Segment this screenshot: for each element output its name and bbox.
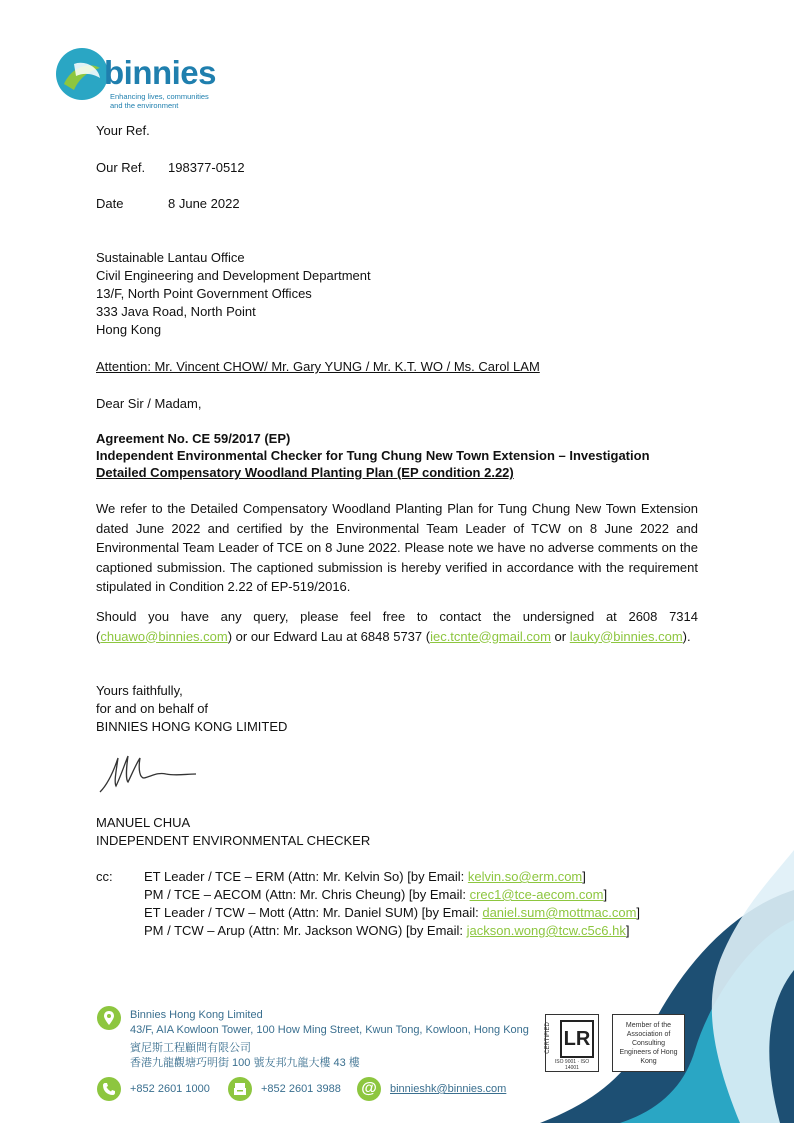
attention-line: Attention: Mr. Vincent CHOW/ Mr. Gary YUNG / Mr. K.T. WO / Ms. Carol LAM (96, 359, 540, 374)
date-value: 8 June 2022 (168, 196, 240, 211)
footer-phone: +852 2601 1000 (130, 1083, 210, 1095)
email-link-iec[interactable]: iec.tcnte@gmail.com (430, 628, 551, 644)
cc-item (144, 886, 607, 904)
address-line: Sustainable Lantau Office (96, 250, 245, 265)
signatory-name: MANUEL CHUA (96, 815, 191, 830)
address-line: Hong Kong (96, 322, 162, 337)
footer-company-cn: 賓尼斯工程顧問有限公司 (130, 1042, 251, 1054)
cc-text: PM / TCE – AECOM (Attn: Mr. Chris Cheung) [by Email: (144, 887, 470, 902)
cert-side-text: CERTIFIED (544, 1022, 551, 1054)
cc-label: cc: (96, 869, 113, 884)
address-line: 13/F, North Point Government Offices (96, 286, 312, 301)
our-ref-label: Our Ref. (96, 160, 146, 175)
email-link-chuawo[interactable]: chuawo@binnies.com (100, 628, 228, 644)
cc-item (144, 868, 586, 886)
fax-icon (228, 1077, 252, 1101)
footer-address-cn: 香港九龍觀塘巧明街 100 號友邦九龍大樓 43 樓 (130, 1057, 360, 1069)
address-line: 333 Java Road, North Point (96, 304, 256, 319)
binnies-logo-icon (54, 46, 110, 102)
cc-text: PM / TCW – Arup (Attn: Mr. Jackson WONG) [by Email: (144, 923, 467, 938)
footer-address-en: 43/F, AIA Kowloon Tower, 100 How Ming Street, Kwun Tong, Kowloon, Hong Kong (130, 1024, 529, 1036)
para2-text: or (550, 628, 570, 644)
footer-company: Binnies Hong Kong Limited (130, 1009, 263, 1021)
email-at-icon: @ (357, 1077, 381, 1101)
logo-tagline-1: Enhancing lives, communities (110, 92, 209, 101)
closing-line: Yours faithfully, (96, 683, 183, 698)
signatory-title: INDEPENDENT ENVIRONMENTAL CHECKER (96, 833, 371, 848)
phone-icon (97, 1077, 121, 1101)
cc-email-link[interactable]: crec1@tce-aecom.com (469, 887, 604, 902)
acehk-member-badge (612, 1014, 685, 1072)
subject-title: Independent Environmental Checker for Tung Chung New Town Extension – Investigation (96, 448, 650, 463)
closing-line: for and on behalf of (96, 701, 209, 716)
cc-item (144, 904, 640, 922)
subject-agreement: Agreement No. CE 59/2017 (EP) (96, 431, 291, 446)
footer-email-link[interactable]: binnieshk@binnies.com (390, 1083, 507, 1095)
footer-fax: +852 2601 3988 (261, 1083, 341, 1095)
our-ref-value: 198377-0512 (168, 160, 245, 175)
lr-certified-badge (545, 1014, 599, 1072)
cc-email-link[interactable]: daniel.sum@mottmac.com (482, 905, 637, 920)
cc-end: ] (636, 905, 641, 920)
cc-end: ] (603, 887, 608, 902)
cert-iso: ISO 9001 · ISO 14001 (554, 1059, 590, 1071)
cc-text: ET Leader / TCE – ERM (Attn: Mr. Kelvin So) [by Email: (144, 869, 468, 884)
logo-wordmark: binnies (104, 54, 217, 91)
subject-plan: Detailed Compensatory Woodland Planting Plan (EP condition 2.22) (96, 465, 514, 480)
cc-email-link[interactable]: kelvin.so@erm.com (467, 869, 583, 884)
salutation: Dear Sir / Madam, (96, 396, 202, 411)
cc-text: ET Leader / TCW – Mott (Attn: Mr. Daniel SUM) [by Email: (144, 905, 483, 920)
email-link-lauky[interactable]: lauky@binnies.com (569, 628, 683, 644)
para2-text: ). (682, 628, 691, 644)
lr-logo-icon: LR (560, 1020, 594, 1058)
para2-text: ) or our Edward Lau at 6848 5737 ( (227, 628, 431, 644)
closing-line: BINNIES HONG KONG LIMITED (96, 719, 288, 734)
member-text: Member of the Association of Consulting Engineers of Hong Kong (619, 1022, 678, 1065)
cc-end: ] (625, 923, 630, 938)
address-line: Civil Engineering and Development Department (96, 268, 371, 283)
location-pin-icon (97, 1006, 121, 1030)
signature-image (96, 748, 200, 796)
body-paragraph-2 (96, 607, 698, 646)
body-paragraph-1: We refer to the Detailed Compensatory Woodland Planting Plan for Tung Chung New Town Extension dated June 2022 and certified by the Environmental Team Leader of TCW on 8 June 2022 and Environmental Team Leader of TCE on 8 June 2022. Please note we have no adverse comments on the captioned submission. The captioned submission is hereby verified in accordance with the requirement stipulated in Condition 2.22 of EP-519/2016. (96, 501, 698, 594)
your-ref-label: Your Ref. (96, 123, 150, 138)
cc-email-link[interactable]: jackson.wong@tcw.c5c6.hk (466, 923, 626, 938)
para2-text: Should you have any query, please feel free to contact the undersigned at 2608 7314 ( (96, 609, 698, 644)
logo-tagline-2: and the environment (110, 101, 179, 110)
cc-end: ] (582, 869, 586, 884)
date-label: Date (96, 196, 124, 211)
cc-item (144, 922, 629, 940)
